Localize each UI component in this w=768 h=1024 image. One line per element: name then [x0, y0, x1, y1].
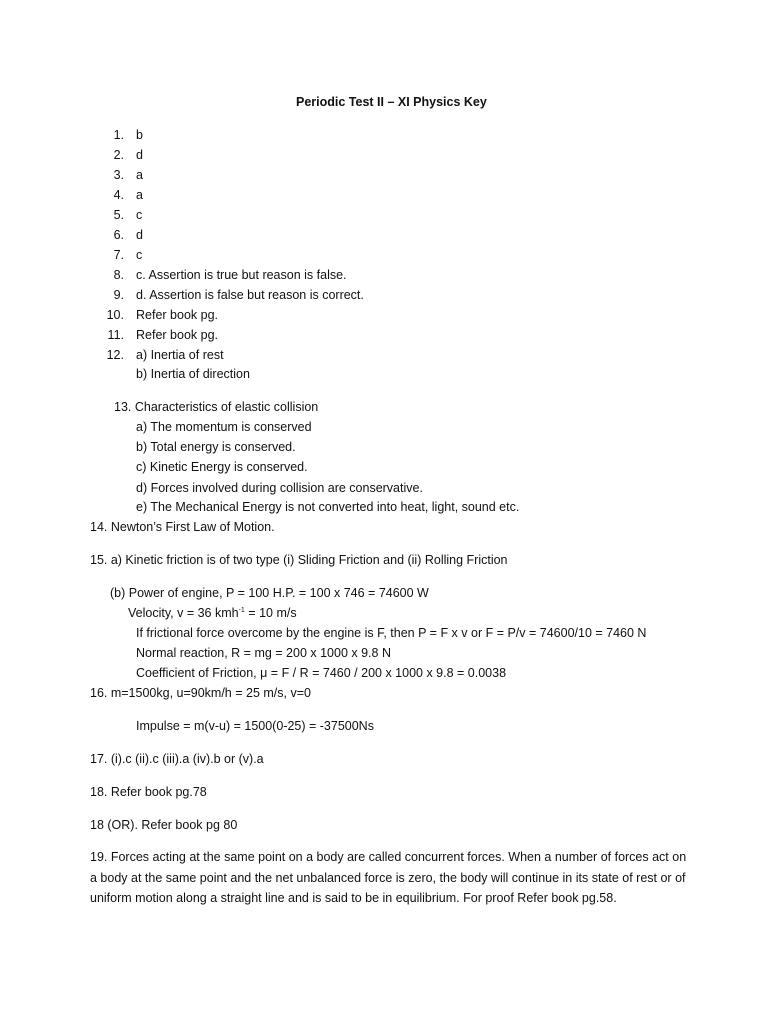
q15-friction: If frictional force overcome by the engine is F, then P = F x v or F = P/v = 74600/10 = 7460 N: [136, 626, 647, 640]
q18-or-answer: 18 (OR). Refer book pg 80: [90, 818, 238, 832]
mcq-number: 5.: [113, 208, 124, 222]
mcq-number: 4.: [113, 188, 124, 202]
q15-velocity-result: = 10 m/s: [244, 606, 297, 620]
mcq-answer: a) Inertia of rest: [136, 348, 224, 362]
q13-item: d) Forces involved during collision are conservative.: [136, 481, 423, 495]
mcq-number: 6.: [113, 228, 124, 242]
mcq-number: 11.: [107, 328, 124, 342]
q13-item: b) Total energy is conserved.: [136, 440, 296, 454]
mcq-answer: Refer book pg.: [136, 308, 218, 322]
q15-power: (b) Power of engine, P = 100 H.P. = 100 x 746 = 74600 W: [110, 586, 429, 600]
mcq-answer: c: [136, 208, 143, 222]
page-title: Periodic Test II – XI Physics Key: [296, 95, 487, 109]
q16-impulse: Impulse = m(v-u) = 1500(0-25) = -37500Ns: [136, 719, 374, 733]
q15-part-a: 15. a) Kinetic friction is of two type (i) Sliding Friction and (ii) Rolling Friction: [90, 553, 508, 567]
q13-heading: 13. Characteristics of elastic collision: [114, 400, 319, 414]
mcq-answer: c: [136, 248, 143, 262]
mcq-number: 7.: [113, 248, 124, 262]
q14-answer: 14. Newton’s First Law of Motion.: [90, 520, 275, 534]
q15-velocity-text: Velocity, v = 36 kmh: [128, 606, 239, 620]
q19-answer: 19. Forces acting at the same point on a body are called concurrent forces. When a number of forces act on a body at the same point and the net unbalanced force is zero, the body will continue in its state of rest or of uniform motion along a straight line and is said to be in equilibrium. For proof Refer book pg.58.: [90, 850, 687, 905]
mcq-answer: d: [136, 148, 143, 162]
mcq-number: 9.: [113, 288, 124, 302]
q15-velocity-exponent: -1: [238, 606, 245, 614]
mcq-answer: a: [136, 188, 143, 202]
q15-normal-reaction: Normal reaction, R = mg = 200 x 1000 x 9.8 N: [136, 646, 391, 660]
mcq-answer: c. Assertion is true but reason is false.: [136, 268, 347, 282]
q13-item: e) The Mechanical Energy is not converted into heat, light, sound etc.: [136, 500, 520, 514]
mcq-number: 8.: [113, 268, 124, 282]
mcq-number: 12.: [106, 348, 124, 362]
q17-answer: 17. (i).c (ii).c (iii).a (iv).b or (v).a: [90, 752, 264, 766]
q15-velocity: [128, 606, 297, 621]
q13-item: a) The momentum is conserved: [136, 420, 312, 434]
mcq-number: 1.: [113, 128, 124, 142]
mcq-number: 2.: [113, 148, 124, 162]
mcq-number: 3.: [113, 168, 124, 182]
q18-answer: 18. Refer book pg.78: [90, 785, 207, 799]
mcq-answer: d: [136, 228, 143, 242]
mcq-number: 10.: [106, 308, 124, 322]
mcq-answer: a: [136, 168, 143, 182]
q12-part-b: b) Inertia of direction: [136, 367, 250, 381]
q15-coefficient: Coefficient of Friction, μ = F / R = 7460 / 200 x 1000 x 9.8 = 0.0038: [136, 666, 507, 680]
q13-item: c) Kinetic Energy is conserved.: [136, 460, 308, 474]
mcq-answer: b: [136, 128, 143, 142]
q16-given: 16. m=1500kg, u=90km/h = 25 m/s, v=0: [90, 686, 311, 700]
mcq-answer: Refer book pg.: [136, 328, 218, 342]
mcq-answer: d. Assertion is false but reason is correct.: [136, 288, 364, 302]
